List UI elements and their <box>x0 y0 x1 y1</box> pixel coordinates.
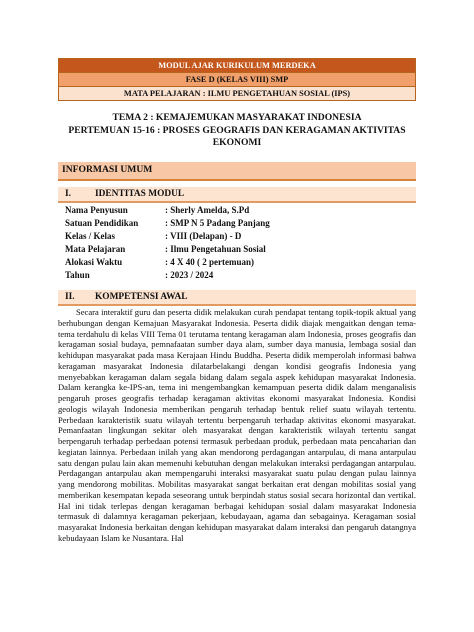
identity-label: Satuan Pendidikan <box>65 218 139 228</box>
meeting-title-cont: EKONOMI <box>212 137 262 148</box>
identity-label: Alokasi Waktu <box>65 257 123 267</box>
meeting-title: PERTEMUAN 15-16 : PROSES GEOGRAFIS DAN KERAGAMAN AKTIVITAS <box>68 124 406 136</box>
kompetensi-awal-paragraph: Secara interaktif guru dan peserta didik melakukan curah pendapat tentang topik-topik aktual yang berhubungan dengan Kemajuan Masyarakat Indonesia. Peserta didik diajak mengaitkan dengan tema-tema terdahulu di kelas VIII Tema 01 terutama tentang keragaman alam Indonesia, proses geografis dan keragaman sosial budaya, pemnafaatan sumber daya alam, sumber daya manusia, lembaga sosial dan kehidupan masyarakat pada masa Kerajaan Hindu Buddha. Peserta didik memperolah informasi bahwa keragaman masyarakat Indonesia dilatarbelakangi dengan kondisi geografis Indonesia yang menyebabkan keragaman dalam segala bidang dalam segala aspek kehidupan masyarakat Indonesia. Dalam kerangka ke-IPS-an, tema ini mengembangkan kemampuan peserta didik dalam menganalisis pengaruh proses geografis terhadap keragaman aktivitas ekonomi masyarakat Indonesia. Kondisi geologis wilayah Indonesia memberikan pengaruh terhadap bentuk relief suatu wilayah tertentu. Perbedaan karakteristik suatu wilayah tertentu berpengaruh terhadap aktivitas ekonomi masyarakat. Pemanfaatan lingkungan sekitar oleh masyarakat dengan karakteristik wilayah tertentu sangat berpengaruh terhadap perbedaan potensi termasuk perbedaan produk, perbedaan mata pencaharian dan kegiatan lainnya. Perbedaan inilah yang akan mendorong perdagangan antarpulau, di mana antarpulau satu dengan pulau lain akan memenuhi kebutuhan dengan melakukan interaksi perdagangan antarpulau. Perdagangan antarpulau akan mempengaruhi interaksi masyarakat suatu pulau dengan pulau lainnya yang mendorong mobilitas. Mobilitas masyarakat sangat berkaitan erat dengan mobilitas sosial yang memberikan kesempatan kepada seseorang untuk berpindah status sosial secara horizontal dan vertikal. Hal ini tidak terlepas dengan keragaman berbagai kehidupan sosial dalam masyarakat Indonesia termasuk di dalamnya keragaman pekerjaan, kebudayaan, agama dan sebagainya. Keragaman sosial masyarakat Indonesia berkaitan dengan kehidupan masyarakat dalam interaksi dan pengaruh datangnya kebudayaan Islam ke Nusantara. Hal <box>58 307 416 543</box>
identity-value: : VIII (Delapan) - D <box>165 231 242 241</box>
header-phase: FASE D (KELAS VIII) SMP <box>59 73 416 87</box>
section-title: IDENTITAS MODUL <box>95 189 185 199</box>
theme-title: TEMA 2 : KEMAJEMUKAN MASYARAKAT INDONESIA <box>112 112 362 123</box>
section-number: II. <box>65 292 75 302</box>
identity-value: : Sherly Amelda, S.Pd <box>165 205 250 215</box>
section-number: I. <box>65 189 71 199</box>
header-subject: MATA PELAJARAN : ILMU PENGETAHUAN SOSIAL (IPS) <box>59 87 416 101</box>
identity-value: : 2023 / 2024 <box>165 270 214 280</box>
module-header-table <box>58 58 416 101</box>
informasi-umum-banner <box>58 162 416 181</box>
section-title: KOMPETENSI AWAL <box>95 292 188 302</box>
identity-value: : Ilmu Pengetahuan Sosial <box>165 244 266 254</box>
section-identitas-header <box>58 187 416 203</box>
section-kompetensi-header <box>58 290 416 306</box>
identity-label: Nama Penyusun <box>65 205 128 215</box>
identity-label: Tahun <box>65 270 90 280</box>
informasi-umum-label: INFORMASI UMUM <box>62 164 153 175</box>
theme-title-block <box>58 112 416 150</box>
identity-label: Kelas / Kelas <box>65 231 115 241</box>
identity-label: Mata Pelajaran <box>65 244 126 254</box>
header-module-title: MODUL AJAR KURIKULUM MERDEKA <box>59 59 416 73</box>
identity-value: : 4 X 40 ( 2 pertemuan) <box>165 257 254 267</box>
identity-value: : SMP N 5 Padang Panjang <box>165 218 270 228</box>
